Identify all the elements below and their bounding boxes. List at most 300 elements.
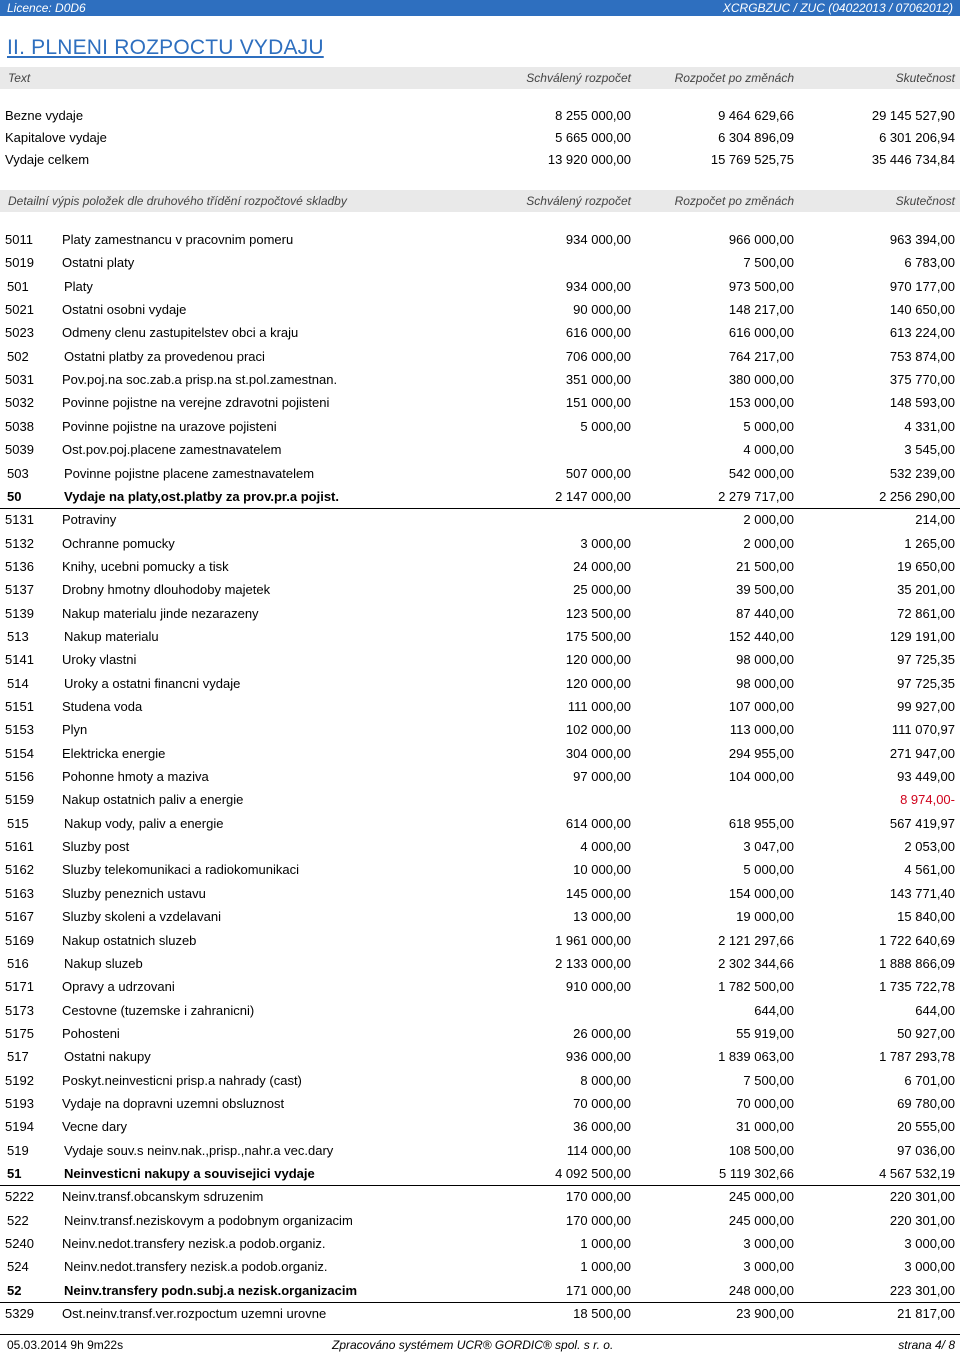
- revised-budget: 98 000,00: [736, 652, 794, 667]
- approved-budget: 145 000,00: [565, 886, 631, 901]
- group-separator-line: [0, 508, 960, 509]
- actual-amount: 271 947,00: [889, 746, 955, 761]
- revised-budget: 2 000,00: [743, 536, 794, 551]
- page-footer: [0, 1338, 960, 1356]
- revised-budget: 5 119 302,66: [719, 1166, 794, 1181]
- approved-budget: 1 000,00: [580, 1259, 631, 1274]
- summary-header-text: Text: [8, 71, 31, 85]
- actual-amount: 97 725,35: [897, 676, 955, 691]
- actual-amount: 72 861,00: [897, 606, 955, 621]
- item-code: 5162: [5, 862, 34, 877]
- item-code: 5137: [5, 582, 34, 597]
- approved-budget: 70 000,00: [573, 1096, 631, 1111]
- item-code: 51: [7, 1166, 22, 1181]
- approved-budget: 171 000,00: [565, 1283, 631, 1298]
- revised-budget: 245 000,00: [728, 1189, 794, 1204]
- actual-amount: 214,00: [915, 512, 955, 527]
- actual-amount: 6 701,00: [904, 1073, 955, 1088]
- summary-approved: 13 920 000,00: [547, 152, 631, 167]
- approved-budget: 123 500,00: [565, 606, 631, 621]
- actual-amount: 963 394,00: [889, 232, 955, 247]
- actual-amount: 1 735 722,78: [879, 979, 955, 994]
- item-row: [0, 300, 960, 320]
- group-total-row: [0, 1281, 960, 1301]
- item-row: [0, 557, 960, 577]
- detail-header-approved: Schválený rozpočet: [526, 194, 631, 208]
- actual-amount: 220 301,00: [889, 1213, 955, 1228]
- item-description: Knihy, ucebni pomucky a tisk: [62, 559, 229, 574]
- item-row: [0, 1304, 960, 1324]
- item-row: [0, 370, 960, 390]
- actual-amount: 223 301,00: [889, 1283, 955, 1298]
- approved-budget: 8 000,00: [580, 1073, 631, 1088]
- revised-budget: 39 500,00: [736, 582, 794, 597]
- actual-amount: 69 780,00: [897, 1096, 955, 1111]
- item-code: 515: [7, 816, 29, 831]
- item-code: 513: [7, 629, 29, 644]
- revised-budget: 3 000,00: [743, 1236, 794, 1251]
- item-code: 5032: [5, 395, 34, 410]
- item-description: Povinne pojistne placene zamestnavatelem: [64, 466, 315, 481]
- revised-budget: 5 000,00: [743, 862, 794, 877]
- revised-budget: 21 500,00: [736, 559, 794, 574]
- item-code: 5136: [5, 559, 34, 574]
- actual-amount: 2 053,00: [904, 839, 955, 854]
- revised-budget: 1 839 063,00: [718, 1049, 794, 1064]
- summary-row: [0, 150, 960, 170]
- summary-actual: 35 446 734,84: [871, 152, 955, 167]
- item-row: [0, 230, 960, 250]
- approved-budget: 114 000,00: [566, 1143, 631, 1158]
- item-description: Ost.pov.poj.placene zamestnavatelem: [62, 442, 282, 457]
- item-code: 522: [7, 1213, 29, 1228]
- revised-budget: 616 000,00: [728, 325, 794, 340]
- actual-amount: 3 545,00: [904, 442, 955, 457]
- item-code: 50: [7, 489, 22, 504]
- item-code: 5019: [5, 255, 34, 270]
- item-description: Povinne pojistne na urazove pojisteni: [62, 419, 277, 434]
- item-row: [0, 1071, 960, 1091]
- subtotal-row: [0, 674, 960, 694]
- item-row: [0, 1001, 960, 1021]
- revised-budget: 7 500,00: [743, 1073, 794, 1088]
- group-total-row: [0, 1164, 960, 1184]
- revised-budget: 108 500,00: [728, 1143, 794, 1158]
- revised-budget: 104 000,00: [728, 769, 794, 784]
- item-code: 52: [7, 1283, 22, 1298]
- actual-amount: 15 840,00: [897, 909, 955, 924]
- approved-budget: 4 000,00: [580, 839, 631, 854]
- item-row: [0, 977, 960, 997]
- subtotal-row: [0, 814, 960, 834]
- group-total-row: [0, 487, 960, 507]
- revised-budget: 294 955,00: [728, 746, 794, 761]
- item-code: 5132: [5, 536, 34, 551]
- summary-label: Kapitalove vydaje: [5, 130, 107, 145]
- actual-amount: 140 650,00: [889, 302, 955, 317]
- subtotal-row: [0, 1211, 960, 1231]
- item-description: Neinv.transf.neziskovym a podobnym organizacim: [64, 1213, 353, 1228]
- item-row: [0, 604, 960, 624]
- item-description: Odmeny clenu zastupitelstev obci a kraju: [62, 325, 299, 340]
- item-row: [0, 253, 960, 273]
- item-code: 524: [7, 1259, 29, 1274]
- detail-header-actual: Skutečnost: [895, 194, 955, 208]
- approved-budget: 13 000,00: [573, 909, 631, 924]
- approved-budget: 936 000,00: [565, 1049, 631, 1064]
- actual-amount: 613 224,00: [889, 325, 955, 340]
- item-code: 5169: [5, 933, 34, 948]
- actual-amount: 1 888 866,09: [879, 956, 955, 971]
- item-row: [0, 884, 960, 904]
- item-description: Ochranne pomucky: [62, 536, 175, 551]
- item-description: Vydaje na platy,ost.platby za prov.pr.a pojist.: [64, 489, 339, 504]
- group-separator-line: [0, 1185, 960, 1186]
- actual-amount: 375 770,00: [889, 372, 955, 387]
- item-description: Sluzby post: [62, 839, 130, 854]
- revised-budget: 1 782 500,00: [718, 979, 794, 994]
- revised-budget: 2 279 717,00: [718, 489, 794, 504]
- detail-header-revised: Rozpočet po změnách: [674, 194, 794, 208]
- actual-amount: 2 256 290,00: [879, 489, 955, 504]
- item-code: 5139: [5, 606, 34, 621]
- revised-budget: 153 000,00: [728, 395, 794, 410]
- revised-budget: 98 000,00: [736, 676, 794, 691]
- document-code: XCRGBZUC / ZUC (04022013 / 07062012): [722, 1, 953, 15]
- approved-budget: 910 000,00: [565, 979, 631, 994]
- subtotal-row: [0, 464, 960, 484]
- actual-amount: 148 593,00: [889, 395, 955, 410]
- revised-budget: 618 955,00: [728, 816, 794, 831]
- item-description: Neinvesticni nakupy a souvisejici vydaje: [64, 1166, 315, 1181]
- approved-budget: 351 000,00: [565, 372, 631, 387]
- revised-budget: 70 000,00: [736, 1096, 794, 1111]
- item-description: Nakup materialu: [64, 629, 159, 644]
- group-separator-line: [0, 1302, 960, 1303]
- item-row: [0, 510, 960, 530]
- revised-budget: 2 000,00: [743, 512, 794, 527]
- approved-budget: 102 000,00: [565, 722, 631, 737]
- item-code: 519: [7, 1143, 29, 1158]
- revised-budget: 3 047,00: [743, 839, 794, 854]
- approved-budget: 170 000,00: [565, 1189, 631, 1204]
- approved-budget: 26 000,00: [573, 1026, 631, 1041]
- actual-amount: 4 567 532,19: [879, 1166, 955, 1181]
- item-description: Neinv.nedot.transfery nezisk.a podob.organiz.: [64, 1259, 328, 1274]
- actual-amount: 6 783,00: [904, 255, 955, 270]
- revised-budget: 542 000,00: [728, 466, 794, 481]
- actual-amount: 129 191,00: [889, 629, 955, 644]
- item-description: Pohonne hmoty a maziva: [62, 769, 209, 784]
- item-row: [0, 720, 960, 740]
- item-row: [0, 1117, 960, 1137]
- item-description: Ostatni osobni vydaje: [62, 302, 187, 317]
- footer-timestamp: 05.03.2014 9h 9m22s: [7, 1338, 124, 1352]
- item-code: 501: [7, 279, 29, 294]
- item-code: 5192: [5, 1073, 34, 1088]
- revised-budget: 55 919,00: [736, 1026, 794, 1041]
- summary-label: Bezne vydaje: [5, 108, 84, 123]
- approved-budget: 614 000,00: [565, 816, 631, 831]
- actual-amount: 143 771,40: [889, 886, 955, 901]
- item-description: Sluzby peneznich ustavu: [62, 886, 206, 901]
- item-description: Drobny hmotny dlouhodoby majetek: [62, 582, 271, 597]
- actual-amount: 21 817,00: [897, 1306, 955, 1321]
- item-description: Elektricka energie: [62, 746, 166, 761]
- revised-budget: 5 000,00: [743, 419, 794, 434]
- item-code: 5163: [5, 886, 34, 901]
- item-code: 502: [7, 349, 29, 364]
- item-code: 5193: [5, 1096, 34, 1111]
- actual-amount: 753 874,00: [889, 349, 955, 364]
- approved-budget: 507 000,00: [565, 466, 631, 481]
- item-code: 5151: [5, 699, 34, 714]
- actual-amount: 35 201,00: [897, 582, 955, 597]
- item-description: Pohosteni: [62, 1026, 120, 1041]
- item-description: Poskyt.neinvesticni prisp.a nahrady (cast): [62, 1073, 302, 1088]
- item-description: Nakup ostatnich paliv a energie: [62, 792, 244, 807]
- approved-budget: 111 000,00: [567, 699, 631, 714]
- approved-budget: 1 000,00: [580, 1236, 631, 1251]
- item-description: Ost.neinv.transf.ver.rozpoctum uzemni urovne: [62, 1306, 327, 1321]
- item-row: [0, 1024, 960, 1044]
- revised-budget: 2 121 297,66: [718, 933, 794, 948]
- revised-budget: 973 500,00: [728, 279, 794, 294]
- subtotal-row: [0, 1257, 960, 1277]
- revised-budget: 248 000,00: [728, 1283, 794, 1298]
- revised-budget: 152 440,00: [728, 629, 794, 644]
- item-row: [0, 767, 960, 787]
- approved-budget: 10 000,00: [573, 862, 631, 877]
- approved-budget: 4 092 500,00: [555, 1166, 631, 1181]
- revised-budget: 87 440,00: [736, 606, 794, 621]
- item-description: Nakup sluzeb: [64, 956, 143, 971]
- item-description: Neinv.transf.obcanskym sdruzenim: [62, 1189, 264, 1204]
- item-description: Nakup materialu jinde nezarazeny: [62, 606, 259, 621]
- item-row: [0, 697, 960, 717]
- approved-budget: 18 500,00: [573, 1306, 631, 1321]
- item-description: Platy: [64, 279, 93, 294]
- item-code: 5031: [5, 372, 34, 387]
- item-description: Pov.poj.na soc.zab.a prisp.na st.pol.zamestnan.: [62, 372, 338, 387]
- actual-amount: 8 974,00-: [900, 792, 955, 807]
- actual-amount: 99 927,00: [897, 699, 955, 714]
- approved-budget: 5 000,00: [580, 419, 631, 434]
- item-description: Opravy a udrzovani: [62, 979, 175, 994]
- item-row: [0, 837, 960, 857]
- approved-budget: 934 000,00: [565, 232, 631, 247]
- actual-amount: 532 239,00: [889, 466, 955, 481]
- summary-header-approved: Schválený rozpočet: [526, 71, 631, 85]
- item-code: 5154: [5, 746, 34, 761]
- item-description: Sluzby telekomunikaci a radiokomunikaci: [62, 862, 300, 877]
- item-description: Uroky vlastni: [62, 652, 137, 667]
- item-description: Ostatni nakupy: [64, 1049, 151, 1064]
- revised-budget: 23 900,00: [736, 1306, 794, 1321]
- detail-header-text: Detailní výpis položek dle druhového třídění rozpočtové skladby: [8, 194, 347, 208]
- item-description: Potraviny: [62, 512, 117, 527]
- item-row: [0, 580, 960, 600]
- item-code: 5011: [5, 232, 33, 247]
- item-code: 5141: [5, 652, 34, 667]
- item-row: [0, 1234, 960, 1254]
- revised-budget: 4 000,00: [743, 442, 794, 457]
- item-row: [0, 534, 960, 554]
- page-title: II. PLNENI ROZPOCTU VYDAJU: [7, 36, 324, 59]
- item-description: Nakup vody, paliv a energie: [64, 816, 224, 831]
- item-code: 5131: [5, 512, 34, 527]
- approved-budget: 24 000,00: [573, 559, 631, 574]
- approved-budget: 2 147 000,00: [555, 489, 631, 504]
- item-description: Povinne pojistne na verejne zdravotni pojisteni: [62, 395, 330, 410]
- item-code: 5240: [5, 1236, 34, 1251]
- revised-budget: 154 000,00: [728, 886, 794, 901]
- approved-budget: 934 000,00: [565, 279, 631, 294]
- summary-approved: 8 255 000,00: [555, 108, 631, 123]
- footer-separator-line: [0, 1334, 960, 1335]
- revised-budget: 107 000,00: [728, 699, 794, 714]
- approved-budget: 3 000,00: [580, 536, 631, 551]
- item-row: [0, 1187, 960, 1207]
- revised-budget: 2 302 344,66: [718, 956, 794, 971]
- revised-budget: 644,00: [754, 1003, 794, 1018]
- item-code: 5194: [5, 1119, 34, 1134]
- summary-actual: 6 301 206,94: [879, 130, 955, 145]
- item-code: 5167: [5, 909, 34, 924]
- approved-budget: 2 133 000,00: [555, 956, 631, 971]
- actual-amount: 1 265,00: [904, 536, 955, 551]
- licence-label: Licence: D0D6: [7, 1, 86, 15]
- approved-budget: 36 000,00: [573, 1119, 631, 1134]
- item-row: [0, 1094, 960, 1114]
- actual-amount: 111 070,97: [891, 722, 955, 737]
- approved-budget: 90 000,00: [573, 302, 631, 317]
- actual-amount: 97 725,35: [897, 652, 955, 667]
- approved-budget: 616 000,00: [565, 325, 631, 340]
- item-row: [0, 650, 960, 670]
- item-row: [0, 931, 960, 951]
- revised-budget: 764 217,00: [728, 349, 794, 364]
- item-description: Sluzby skoleni a vzdelavani: [62, 909, 221, 924]
- subtotal-row: [0, 347, 960, 367]
- item-description: Neinv.nedot.transfery nezisk.a podob.organiz.: [62, 1236, 326, 1251]
- item-row: [0, 440, 960, 460]
- item-code: 5023: [5, 325, 34, 340]
- item-code: 5161: [5, 839, 34, 854]
- item-row: [0, 323, 960, 343]
- subtotal-row: [0, 277, 960, 297]
- item-row: [0, 790, 960, 810]
- item-description: Cestovne (tuzemske i zahranicni): [62, 1003, 255, 1018]
- summary-revised: 6 304 896,09: [718, 130, 794, 145]
- subtotal-row: [0, 954, 960, 974]
- summary-revised: 15 769 525,75: [710, 152, 794, 167]
- item-row: [0, 393, 960, 413]
- item-description: Ostatni platy: [62, 255, 135, 270]
- summary-header-actual: Skutečnost: [895, 71, 955, 85]
- item-code: 517: [7, 1049, 29, 1064]
- revised-budget: 31 000,00: [736, 1119, 794, 1134]
- revised-budget: 380 000,00: [728, 372, 794, 387]
- item-description: Studena voda: [62, 699, 143, 714]
- actual-amount: 970 177,00: [889, 279, 955, 294]
- actual-amount: 3 000,00: [904, 1236, 955, 1251]
- item-description: Vydaje na dopravni uzemni obsluznost: [62, 1096, 285, 1111]
- item-code: 5038: [5, 419, 34, 434]
- summary-label: Vydaje celkem: [5, 152, 90, 167]
- summary-row: [0, 106, 960, 126]
- subtotal-row: [0, 1141, 960, 1161]
- revised-budget: 19 000,00: [736, 909, 794, 924]
- item-code: 5173: [5, 1003, 34, 1018]
- approved-budget: 170 000,00: [565, 1213, 631, 1228]
- revised-budget: 966 000,00: [728, 232, 794, 247]
- approved-budget: 151 000,00: [565, 395, 631, 410]
- subtotal-row: [0, 1047, 960, 1067]
- actual-amount: 4 561,00: [904, 862, 955, 877]
- item-code: 5153: [5, 722, 34, 737]
- summary-row: [0, 128, 960, 148]
- item-code: 5156: [5, 769, 34, 784]
- approved-budget: 120 000,00: [565, 652, 631, 667]
- footer-page-number: strana 4/ 8: [898, 1338, 955, 1352]
- approved-budget: 706 000,00: [565, 349, 631, 364]
- detail-header: [0, 190, 960, 212]
- actual-amount: 1 722 640,69: [879, 933, 955, 948]
- revised-budget: 113 000,00: [729, 722, 794, 737]
- summary-header-revised: Rozpočet po změnách: [674, 71, 794, 85]
- item-code: 5175: [5, 1026, 34, 1041]
- item-code: 5329: [5, 1306, 34, 1321]
- item-row: [0, 744, 960, 764]
- approved-budget: 97 000,00: [573, 769, 631, 784]
- summary-actual: 29 145 527,90: [871, 108, 955, 123]
- item-row: [0, 907, 960, 927]
- item-description: Ostatni platby za provedenou praci: [64, 349, 265, 364]
- item-code: 5171: [5, 979, 34, 994]
- item-code: 5159: [5, 792, 34, 807]
- actual-amount: 50 927,00: [897, 1026, 955, 1041]
- actual-amount: 644,00: [915, 1003, 955, 1018]
- approved-budget: 1 961 000,00: [555, 933, 631, 948]
- item-description: Neinv.transfery podn.subj.a nezisk.organizacim: [64, 1283, 358, 1298]
- actual-amount: 1 787 293,78: [879, 1049, 955, 1064]
- item-code: 5039: [5, 442, 34, 457]
- actual-amount: 567 419,97: [889, 816, 955, 831]
- summary-header: [0, 67, 960, 89]
- revised-budget: 7 500,00: [743, 255, 794, 270]
- item-row: [0, 860, 960, 880]
- item-code: 516: [7, 956, 29, 971]
- item-description: Vydaje souv.s neinv.nak.,prisp.,nahr.a vec.dary: [64, 1143, 334, 1158]
- actual-amount: 20 555,00: [897, 1119, 955, 1134]
- actual-amount: 4 331,00: [904, 419, 955, 434]
- revised-budget: 245 000,00: [728, 1213, 794, 1228]
- item-code: 5222: [5, 1189, 34, 1204]
- item-description: Platy zamestnancu v pracovnim pomeru: [62, 232, 294, 247]
- approved-budget: 25 000,00: [573, 582, 631, 597]
- actual-amount: 19 650,00: [897, 559, 955, 574]
- actual-amount: 97 036,00: [897, 1143, 955, 1158]
- item-description: Nakup ostatnich sluzeb: [62, 933, 197, 948]
- item-code: 503: [7, 466, 29, 481]
- item-code: 514: [7, 676, 29, 691]
- actual-amount: 93 449,00: [897, 769, 955, 784]
- item-row: [0, 417, 960, 437]
- approved-budget: 120 000,00: [565, 676, 631, 691]
- summary-approved: 5 665 000,00: [555, 130, 631, 145]
- actual-amount: 3 000,00: [904, 1259, 955, 1274]
